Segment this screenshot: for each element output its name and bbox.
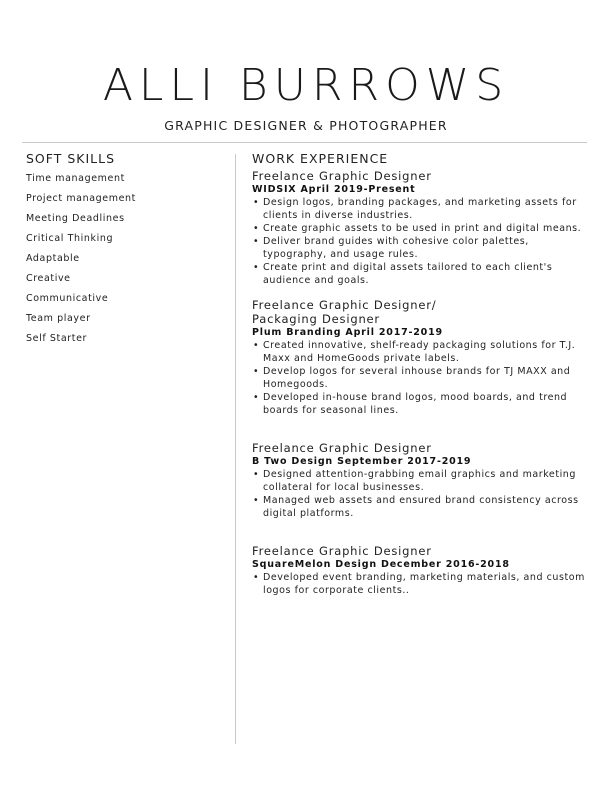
job-title: Freelance Graphic Designer xyxy=(252,169,432,183)
skill-item: Project management xyxy=(26,193,136,204)
job-entry-plum-branding xyxy=(252,299,592,417)
soft-skills-section xyxy=(26,151,226,349)
job-company-dates: SquareMelon Design December 2016-2018 xyxy=(252,559,510,570)
job-bullet: • Design logos, branding packages, and marketing assets for clients in diverse industries. xyxy=(252,196,592,222)
header-divider xyxy=(22,142,587,143)
soft-skills-heading: SOFT SKILLS xyxy=(26,151,116,166)
job-company-dates: B Two Design September 2017-2019 xyxy=(252,456,472,467)
soft-skills-list xyxy=(26,169,226,349)
job-title: Freelance Graphic Designer xyxy=(252,441,432,455)
job-bullet: • Developed event branding, marketing materials, and custom logos for corporate clients.. xyxy=(252,571,592,597)
job-entry-squaremelon xyxy=(252,545,592,597)
job-company-dates: WIDSIX April 2019-Present xyxy=(252,184,416,195)
column-divider xyxy=(235,154,236,744)
job-bullet: • Created innovative, shelf-ready packaging solutions for T.J. Maxx and HomeGoods private labels. xyxy=(252,339,592,365)
resume-subtitle: GRAPHIC DESIGNER & PHOTOGRAPHER xyxy=(164,118,448,133)
job-title-continued: Packaging Designer xyxy=(252,312,380,326)
skill-item: Critical Thinking xyxy=(26,233,114,244)
job-bullet: • Create graphic assets to be used in print and digital means. xyxy=(252,222,592,235)
skill-item: Team player xyxy=(26,313,91,324)
work-experience-section xyxy=(252,151,592,597)
skill-item: Creative xyxy=(26,273,71,284)
job-bullet: • Designed attention-grabbing email graphics and marketing collateral for local businesses. xyxy=(252,468,592,494)
job-company-dates: Plum Branding April 2017-2019 xyxy=(252,327,443,338)
skill-item: Time management xyxy=(26,173,125,184)
job-bullets xyxy=(252,339,592,417)
job-bullet: • Deliver brand guides with cohesive color palettes, typography, and usage rules. xyxy=(252,235,592,261)
job-bullets xyxy=(252,468,592,520)
job-bullets xyxy=(252,571,592,597)
job-bullet: • Create print and digital assets tailored to each client's audience and goals. xyxy=(252,261,592,287)
resume-name: ALLI BURROWS xyxy=(102,60,510,111)
job-bullets xyxy=(252,196,592,287)
skill-item: Communicative xyxy=(26,293,109,304)
work-experience-heading: WORK EXPERIENCE xyxy=(252,151,389,166)
skill-item: Meeting Deadlines xyxy=(26,213,125,224)
job-title: Freelance Graphic Designer/ xyxy=(252,298,437,312)
job-entry-widsix xyxy=(252,170,592,287)
job-bullet: • Developed in-house brand logos, mood boards, and trend boards for seasonal lines. xyxy=(252,391,592,417)
skill-item: Self Starter xyxy=(26,333,88,344)
job-title: Freelance Graphic Designer xyxy=(252,544,432,558)
job-bullet: • Managed web assets and ensured brand consistency across digital platforms. xyxy=(252,494,592,520)
job-bullet: • Develop logos for several inhouse brands for TJ MAXX and Homegoods. xyxy=(252,365,592,391)
skill-item: Adaptable xyxy=(26,253,80,264)
job-entry-b-two-design xyxy=(252,442,592,520)
